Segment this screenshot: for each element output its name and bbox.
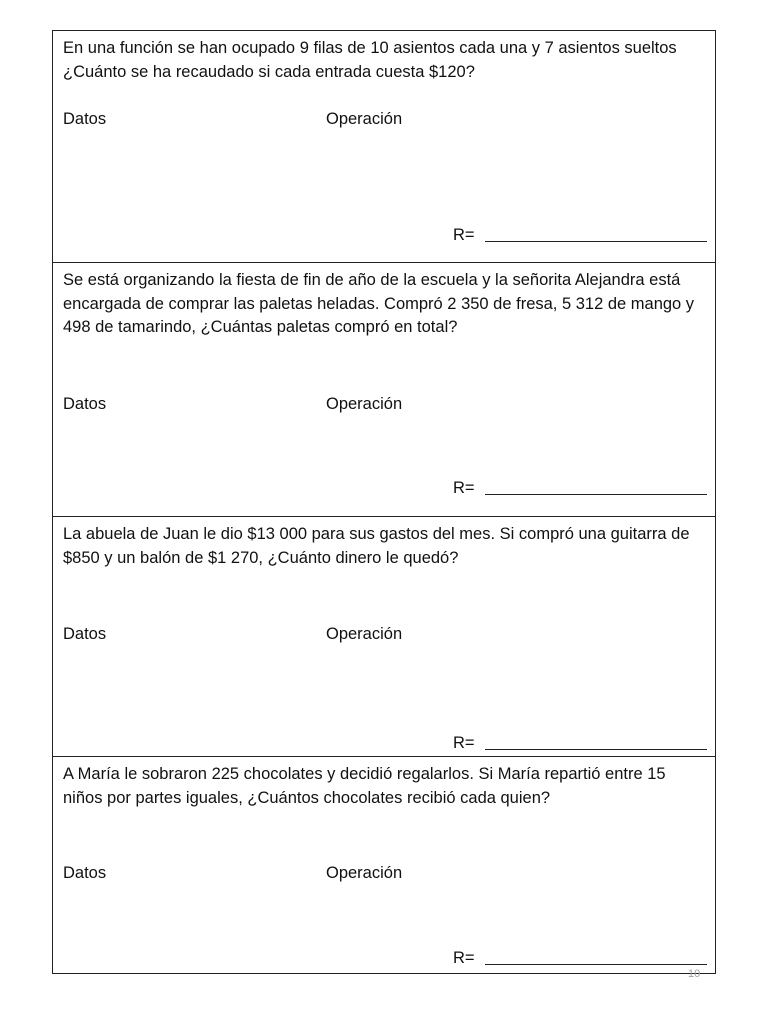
operacion-label: Operación <box>326 625 403 643</box>
problem-box-3 <box>53 517 715 757</box>
answer-label: R= <box>453 226 475 244</box>
problem-box-2 <box>53 263 715 517</box>
answer-line[interactable] <box>485 963 707 965</box>
answer-label: R= <box>453 949 475 967</box>
problem-box-1 <box>53 31 715 263</box>
answer-field[interactable] <box>453 733 707 753</box>
problem-box-4 <box>53 757 715 975</box>
answer-label: R= <box>453 734 475 752</box>
answer-field[interactable] <box>453 948 707 968</box>
answer-line[interactable] <box>485 493 707 495</box>
problem-statement: Se está organizando la fiesta de fin de año de la escuela y la señorita Alejandra está encargada de comprar las paletas heladas. Compró 2 350 de fresa, 5 312 de mango y 498 de tamarindo, ¿Cuántas paletas compró en total? <box>63 271 695 336</box>
operacion-label: Operación <box>326 395 403 413</box>
datos-label: Datos <box>63 625 107 643</box>
problem-statement: A María le sobraron 225 chocolates y decidió regalarlos. Si María repartió entre 15 niños por partes iguales, ¿Cuántos chocolates recibió cada quien? <box>63 765 666 807</box>
problem-statement: En una función se han ocupado 9 filas de 10 asientos cada una y 7 asientos sueltos ¿Cuánto se ha recaudado si cada entrada cuesta $120? <box>63 39 677 81</box>
datos-label: Datos <box>63 395 107 413</box>
answer-field[interactable] <box>453 225 707 245</box>
datos-label: Datos <box>63 110 107 128</box>
problem-statement: La abuela de Juan le dio $13 000 para sus gastos del mes. Si compró una guitarra de $850 y un balón de $1 270, ¿Cuánto dinero le quedó? <box>63 525 690 567</box>
operacion-label: Operación <box>326 864 403 882</box>
datos-label: Datos <box>63 864 107 882</box>
answer-line[interactable] <box>485 240 707 242</box>
answer-line[interactable] <box>485 748 707 750</box>
operacion-label: Operación <box>326 110 403 128</box>
answer-field[interactable] <box>453 478 707 498</box>
page-number: 10 <box>688 968 701 980</box>
worksheet-table <box>52 30 716 974</box>
answer-label: R= <box>453 479 475 497</box>
